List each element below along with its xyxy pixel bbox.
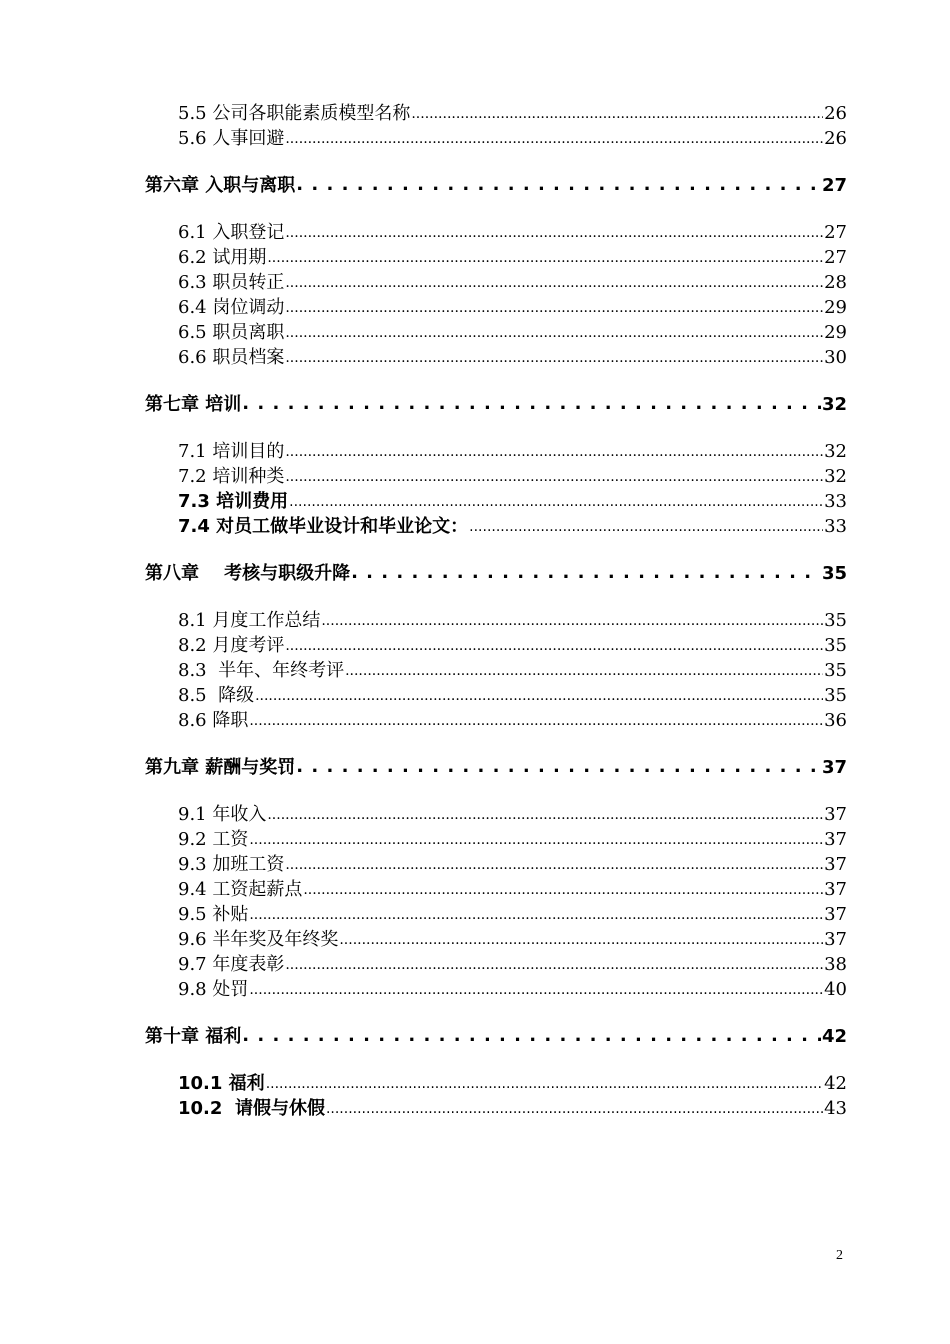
toc-entry-label: 10.2 请假与休假: [178, 1098, 325, 1119]
toc-entry-page: 42: [824, 1073, 847, 1094]
toc-entry[interactable]: [178, 708, 847, 733]
toc-entry-page: 37: [824, 929, 847, 950]
toc-entry[interactable]: [178, 608, 847, 633]
toc-chapter-page: 42: [821, 1026, 847, 1047]
toc-entry[interactable]: [178, 952, 847, 977]
toc-chapter-entry[interactable]: [145, 173, 847, 198]
toc-entry-page: 37: [824, 829, 847, 850]
toc-entry-label: 9.4 工资起薪点: [178, 879, 303, 900]
dot-leader: [285, 125, 823, 152]
toc-chapter-entry[interactable]: [145, 392, 847, 417]
toc-entry-page: 37: [824, 804, 847, 825]
toc-entry-page: 37: [824, 904, 847, 925]
dot-leader: [266, 1070, 823, 1097]
toc-entry-page: 35: [824, 635, 847, 656]
toc-entry[interactable]: [178, 927, 847, 952]
toc-entry-page: 29: [824, 322, 847, 343]
dot-leader: [242, 391, 821, 416]
toc-entry[interactable]: [178, 345, 847, 370]
toc-entry[interactable]: [178, 977, 847, 1002]
dot-leader: [285, 269, 823, 296]
dot-leader: [296, 172, 821, 197]
toc-entry-page: 33: [824, 491, 847, 512]
toc-chapter-label: 第七章 培训: [145, 394, 242, 415]
toc-entry-label: 7.3 培训费用: [178, 491, 289, 512]
toc-entry-label: 6.5 职员离职: [178, 322, 285, 343]
toc-chapter-label: 第六章 入职与离职: [145, 175, 296, 196]
toc-entry-label: 6.2 试用期: [178, 247, 267, 268]
toc-entry-label: 8.5 降级: [178, 685, 255, 706]
dot-leader: [285, 294, 823, 321]
dot-leader: [285, 319, 823, 346]
toc-entry-label: 10.1 福利: [178, 1073, 265, 1094]
dot-leader: [285, 344, 823, 371]
toc-entry-label: 8.6 降职: [178, 710, 249, 731]
toc-entry[interactable]: [178, 489, 847, 514]
toc-entry[interactable]: [178, 877, 847, 902]
toc-entry-page: 36: [824, 710, 847, 731]
dot-leader: [267, 244, 823, 271]
toc-entry[interactable]: [178, 126, 847, 151]
toc-entry-page: 32: [824, 441, 847, 462]
toc-entry-page: 35: [824, 610, 847, 631]
dot-leader: [285, 219, 823, 246]
dot-leader: [303, 876, 823, 903]
toc-chapter-entry[interactable]: [145, 1024, 847, 1049]
dot-leader: [242, 1023, 821, 1048]
toc-entry-page: 43: [824, 1098, 847, 1119]
toc-entry-page: 27: [824, 222, 847, 243]
dot-leader: [285, 632, 823, 659]
toc-chapter-page: 37: [821, 757, 847, 778]
toc-entry-page: 28: [824, 272, 847, 293]
toc-entry-page: 35: [824, 660, 847, 681]
dot-leader: [285, 463, 823, 490]
dot-leader: [255, 682, 823, 709]
dot-leader: [345, 657, 823, 684]
toc-chapter-page: 27: [821, 175, 847, 196]
toc-entry-label: 7.4 对员工做毕业设计和毕业论文：: [178, 516, 469, 537]
dot-leader: [267, 801, 823, 828]
toc-chapter-label: 第十章 福利: [145, 1026, 242, 1047]
toc-entry-label: 9.6 半年奖及年终奖: [178, 929, 339, 950]
toc-entry[interactable]: [178, 464, 847, 489]
dot-leader: [326, 1095, 823, 1122]
toc-chapter-label: 第九章 薪酬与奖罚: [145, 757, 296, 778]
toc-entry-page: 32: [824, 466, 847, 487]
toc-entry[interactable]: [178, 683, 847, 708]
toc-chapter-page: 35: [821, 563, 847, 584]
toc-entry-label: 9.1 年收入: [178, 804, 267, 825]
toc-entry-page: 26: [824, 103, 847, 124]
toc-entry[interactable]: [178, 827, 847, 852]
dot-leader: [285, 951, 823, 978]
toc-entry-label: 8.2 月度考评: [178, 635, 285, 656]
toc-chapter-page: 32: [821, 394, 847, 415]
dot-leader: [249, 826, 823, 853]
toc-entry-page: 27: [824, 247, 847, 268]
toc-entry-label: 7.2 培训种类: [178, 466, 285, 487]
toc-entry-label: 5.6 人事回避: [178, 128, 285, 149]
toc-entry-page: 33: [824, 516, 847, 537]
toc-entry-label: 9.5 补贴: [178, 904, 249, 925]
toc-chapter-label: 第八章 考核与职级升降: [145, 563, 351, 584]
toc-entry[interactable]: [178, 220, 847, 245]
toc-entry-label: 6.4 岗位调动: [178, 297, 285, 318]
toc-entry-label: 8.3 半年、年终考评: [178, 660, 345, 681]
toc-entry[interactable]: [178, 1096, 847, 1121]
toc-entry-page: 38: [824, 954, 847, 975]
dot-leader: [285, 851, 823, 878]
toc-entry-label: 9.8 处罚: [178, 979, 249, 1000]
dot-leader: [285, 438, 823, 465]
dot-leader: [469, 513, 823, 540]
dot-leader: [296, 754, 821, 779]
toc-entry[interactable]: [178, 1071, 847, 1096]
toc-entry[interactable]: [178, 852, 847, 877]
toc-entry-page: 40: [824, 979, 847, 1000]
toc-entry-label: 9.2 工资: [178, 829, 249, 850]
toc-chapter-entry[interactable]: [145, 755, 847, 780]
toc-entry-label: 9.3 加班工资: [178, 854, 285, 875]
toc-entry[interactable]: [178, 245, 847, 270]
toc-entry[interactable]: [178, 320, 847, 345]
toc-entry[interactable]: [178, 658, 847, 683]
dot-leader: [351, 560, 821, 585]
toc-entry[interactable]: [178, 270, 847, 295]
toc-entry[interactable]: [178, 514, 847, 539]
toc-entry-label: 6.1 入职登记: [178, 222, 285, 243]
toc-entry-label: 6.3 职员转正: [178, 272, 285, 293]
toc-chapter-entry[interactable]: [145, 561, 847, 586]
toc-entry-label: 7.1 培训目的: [178, 441, 285, 462]
toc-entry-page: 30: [824, 347, 847, 368]
toc-entry[interactable]: [178, 101, 847, 126]
toc-entry-page: 35: [824, 685, 847, 706]
toc-entry-page: 37: [824, 854, 847, 875]
dot-leader: [249, 901, 823, 928]
toc-entry-page: 37: [824, 879, 847, 900]
toc-entry[interactable]: [178, 802, 847, 827]
dot-leader: [289, 488, 823, 515]
dot-leader: [249, 707, 823, 734]
toc-entry[interactable]: [178, 633, 847, 658]
toc-entry-label: 5.5 公司各职能素质模型名称: [178, 103, 411, 124]
toc-entry[interactable]: [178, 439, 847, 464]
page-number: 2: [836, 1248, 843, 1263]
toc-entry[interactable]: [178, 295, 847, 320]
dot-leader: [411, 100, 823, 127]
toc-entry-page: 29: [824, 297, 847, 318]
dot-leader: [321, 607, 823, 634]
toc-entry-label: 6.6 职员档案: [178, 347, 285, 368]
dot-leader: [249, 976, 823, 1003]
toc-entry-label: 8.1 月度工作总结: [178, 610, 321, 631]
toc-entry-label: 9.7 年度表彰: [178, 954, 285, 975]
toc-entry[interactable]: [178, 902, 847, 927]
dot-leader: [339, 926, 823, 953]
toc-entry-page: 26: [824, 128, 847, 149]
